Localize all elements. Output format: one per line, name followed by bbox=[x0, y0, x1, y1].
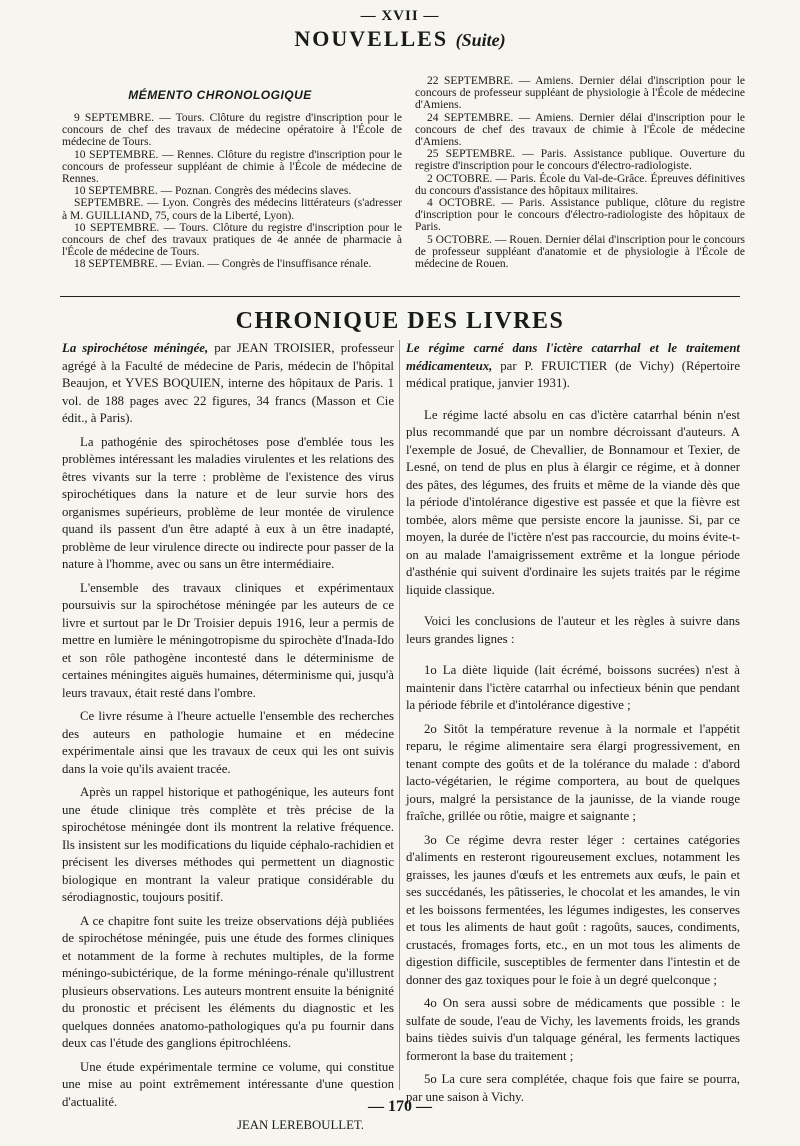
book-details: par JEAN TROISIER, professeur agrégé à la Faculté de médecine de Paris, médecin de l'hôpital Beaujon, et YVES BOQUIEN, interne des hôpitaux de Paris. 1 vol. de 188 pages avec 22 figures, 34 francs (Masson et Cie édit., à Paris). bbox=[62, 341, 394, 425]
memento-left-column bbox=[62, 112, 402, 271]
book-reference bbox=[62, 340, 394, 428]
book-reference bbox=[406, 340, 740, 393]
review-paragraph: Le régime lacté absolu en cas d'ictère catarrhal bénin n'est plus recommandé que par un nombre décroissant d'auteurs. A l'exemple de Josué, de Chevallier, de Bonnamour et Texier, de Lesné, on tend de plus en plus à élargir ce régime, et à donner des pâtes, des légumes, des fruits et même de la viande dès que la période d'intolérance digestive est passée et que la fièvre est tombée, alors même que persiste encore la jaunisse. Si, par ce moyen, la durée de l'ictère n'est pas raccourcie, du moins évite-t-on au malade l'amaigrissement extrême et la longue période d'asthénie qui suivent d'ordinaire les sujets traités par le régime liquide classique. bbox=[406, 407, 740, 597]
review-paragraph: La pathogénie des spirochétoses pose d'emblée tous les problèmes intéressant les maladies virulentes et les relations des êtres vivants sur la terre : problème de l'existence des virus spirochétiques dans la nature et de leur survie hors des organismes supérieurs, problème de leur montée de virulence quand ils passent d'un être adapté à eux à un être inadapté, problème de leur virulence directe ou indirecte pour passer de la nature à l'homme, avec ou sans un être intermédiaire. bbox=[62, 434, 394, 571]
memento-right-column bbox=[415, 75, 745, 270]
conclusion-item: 3o Ce régime devra rester léger : certaines catégories d'aliments en resteront rigoureusement exclues, notamment les graisses, les jaunes d'œufs et les entremets aux œufs, le pain et ses succédanés, les pâtisseries, le chocolat et les amandes, le vin et les boissons fermentées, les légumes indigestes, les conserves et tous les aliments de haut goût : ragoûts, sauces, condiments, crustacés, fromages forts, etc., en un mot tous les aliments de digestion difficile, susceptibles de fermenter dans l'intestin et de donner des gaz toxiques pour le foie à un degré quelconque ; bbox=[406, 832, 740, 987]
review-left bbox=[62, 340, 394, 1135]
conclusion-item: 1o La diète liquide (lait écrémé, boissons sucrées) n'est à maintenir dans l'ictère catarrhal ou infectieux bénin que pendant la période fébrile et d'intolérance digestive ; bbox=[406, 663, 740, 712]
review-right bbox=[406, 340, 740, 1112]
memento-entry: 5 OCTOBRE. — Rouen. Dernier délai d'inscription pour le concours de professeur suppléant d'anatomie et de physiologie à l'École de médecine de Rouen. bbox=[415, 233, 745, 271]
memento-entry: SEPTEMBRE. — Lyon. Congrès des médecins littérateurs (s'adresser à M. GUILLIAND, 75, cours de la Liberté, Lyon). bbox=[62, 197, 402, 222]
chronique-title: CHRONIQUE DES LIVRES bbox=[235, 308, 565, 334]
book-title: Le régime carné dans l'ictère catarrhal et le traitement médicamenteux, bbox=[406, 341, 740, 373]
memento-entry: 10 SEPTEMBRE. — Rennes. Clôture du registre d'inscription pour le concours de professeur suppléant de chimie à l'École de médecine de Rennes. bbox=[62, 148, 402, 186]
memento-title: MÉMENTO CHRONOLOGIQUE bbox=[128, 88, 312, 102]
memento-entry: 22 SEPTEMBRE. — Amiens. Dernier délai d'inscription pour le concours de professeur suppléant de physiologie à l'École de médecine d'Amiens. bbox=[415, 75, 745, 112]
page-number: — 170 — bbox=[368, 1098, 432, 1115]
memento-entry: 10 SEPTEMBRE. — Tours. Clôture du registre d'inscription pour le concours de chef des travaux pratiques de 4e année de pharmacie à l'École de médecine de Tours. bbox=[62, 221, 402, 259]
review-paragraph: Ce livre résume à l'heure actuelle l'ensemble des recherches des auteurs en pathologie humaine et en médecine expérimentale ainsi que les travaux de ceux qui les ont suivis dans la voie qu'ils avaient tracée. bbox=[62, 709, 394, 776]
conclusion-item: 2o Sitôt la température revenue à la normale et l'appétit reparu, le régime alimentaire sera élargi progressivement, en tenant compte des goûts et de la tolérance du malade : d'abord lacto-végétarien, le régime comportera, au bout de quelques jours, malgré la persistance de la jaunisse, de la viande rouge fraîche, grillée ou rôtie, maigre et saignante ; bbox=[406, 721, 740, 823]
section-divider bbox=[60, 296, 740, 297]
section-title-suffix: (Suite) bbox=[455, 30, 506, 50]
review-paragraph: A ce chapitre font suite les treize observations déjà publiées de spirochétose méningée, puis une étude des formes cliniques et notamment de la forme à rechutes multiples, de la forme méningo-subictérique, de la forme méningo-rénale qu'illustrent plusieurs observations. Les auteurs montrent ensuite la bénignité du pronostic et précisent les éléments du diagnostic et les quelques données anatomo-pathologiques qu'a pu fournir dans deux cas l'étude des ganglions épitrochléens. bbox=[62, 913, 394, 1050]
memento-entry: 18 SEPTEMBRE. — Evian. — Congrès de l'insuffisance rénale. bbox=[74, 258, 372, 271]
review-paragraph: Une étude expérimentale termine ce volume, qui constitue une mise au point extrêmement intéressante d'une question d'actualité. bbox=[62, 1059, 394, 1109]
memento-entry: 10 SEPTEMBRE. — Poznan. Congrès des médecins slaves. bbox=[74, 185, 352, 198]
memento-entry: 24 SEPTEMBRE. — Amiens. Dernier délai d'inscription pour le concours de chef des travaux de chimie à l'École de médecine d'Amiens. bbox=[415, 111, 745, 149]
conclusion-item: 5o La cure sera complétée, chaque fois que faire se pourra, par une saison à Vichy. bbox=[406, 1072, 740, 1104]
review-paragraph: Après un rappel historique et pathogénique, les auteurs font une étude clinique très complète et très précise de la spirochétose méningée dont ils montrent la relative fréquence. Ils insistent sur les modifications du liquide céphalo-rachidien et précisent les diverses méthodes qui permettent un diagnostic biologique en montrant la valeur pratique considérable du sérodiagnostic, toujours positif. bbox=[62, 785, 394, 904]
memento-entry: 25 SEPTEMBRE. — Paris. Assistance publique. Ouverture du registre d'inscription pour le concours d'électro-radiologiste. bbox=[415, 148, 745, 173]
book-title: La spirochétose méningée, bbox=[62, 341, 209, 355]
review-paragraph: L'ensemble des travaux cliniques et expérimentaux poursuivis sur la spirochétose méningée par les auteurs de ce livre et surtout par le Dr Troisier depuis 1916, leur a permis de mettre en lumière le méningotropisme du spirochète d'Inada-Ido et son rôle pathogène incontesté dans le déterminisme de certaines méningites aiguës humaines, déterminisme qui, jusqu'à leurs travaux, était resté dans l'ombre. bbox=[62, 580, 394, 700]
conclusion-item: 4o On sera aussi sobre de médicaments que possible : le sulfate de soude, l'eau de Vichy, les lavements froids, les grands bains tièdes suivis d'un talquage général, les ferments lactiques formeront la base du traitement ; bbox=[406, 996, 740, 1063]
memento-entry: 9 SEPTEMBRE. — Tours. Clôture du registre d'inscription pour le concours de chef des travaux de médecine opératoire à l'École de médecine de Tours. bbox=[62, 112, 402, 149]
book-details: par P. FRUICTIER (de Vichy) (Répertoire médical pratique, janvier 1931). bbox=[406, 358, 740, 390]
section-title bbox=[0, 26, 800, 52]
review-signature: JEAN LEREBOULLET. bbox=[236, 1118, 364, 1132]
page-roman-numeral: — XVII — bbox=[360, 8, 440, 24]
section-title-text: NOUVELLES bbox=[294, 26, 449, 51]
memento-entry: 4 OCTOBRE. — Paris. Assistance publique, clôture du registre d'inscription pour le concours d'électro-radiologiste des hôpitaux de Paris. bbox=[415, 197, 745, 234]
review-paragraph: Voici les conclusions de l'auteur et les règles à suivre dans leurs grandes lignes : bbox=[406, 614, 740, 646]
memento-entry: 2 OCTOBRE. — Paris. École du Val-de-Grâce. Épreuves définitives du concours d'assistance des hôpitaux militaires. bbox=[415, 172, 745, 197]
column-divider bbox=[399, 340, 400, 1090]
